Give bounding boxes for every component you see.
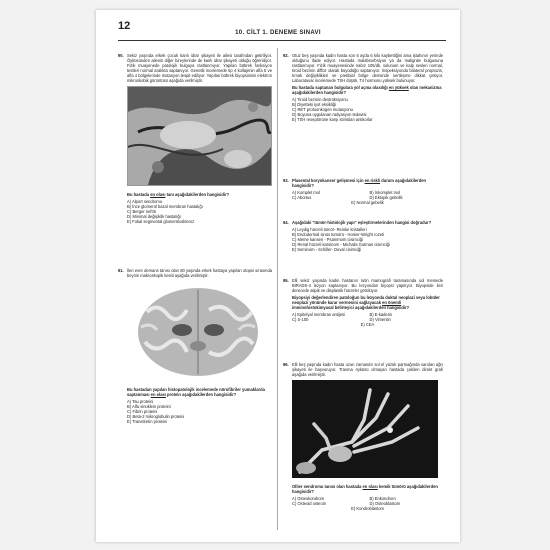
answer-options <box>292 190 443 200</box>
option-b[interactable]: B) Diyetteki iyot eksikliği <box>292 102 336 107</box>
option-c[interactable]: C) Abortus <box>292 195 312 200</box>
option-d[interactable]: D) Minimal değişiklik hastalığı <box>127 214 181 219</box>
hand-xray-image <box>292 380 438 478</box>
option-b[interactable]: B) E-kaderin <box>369 312 393 317</box>
option-e[interactable]: E) TSH reseptörüne karşı stimülan antikorlar <box>292 117 373 122</box>
option-a[interactable]: A) Epitelyal membran antijeni <box>292 312 346 317</box>
option-e[interactable]: E) Fokal segmental glomerüloskleroz <box>127 219 195 224</box>
answer-options <box>292 312 443 322</box>
option-a[interactable]: A) Komplet mol <box>292 190 320 195</box>
option-a[interactable]: A) Leydig hücreli tümör- Reinke kristalleri <box>292 227 367 232</box>
question-95 <box>283 278 443 327</box>
option-e[interactable]: E) Seminom - Schiller- Duval cisimciği <box>292 247 362 252</box>
question-94 <box>283 220 443 252</box>
question-stem: Bu hastadan yapılan histopatolojik incelemede nörofibriler yumaklarda saptanması en olası protein aşağıdakilerden hangisidir? <box>127 387 265 397</box>
option-c[interactable]: C) Berger nefriti <box>127 209 156 214</box>
title-divider <box>118 40 446 41</box>
option-d[interactable]: D) Ektopik gebelik <box>369 195 403 200</box>
option-e[interactable]: E) Kondroblastom <box>351 506 384 511</box>
option-b[interactable]: B) Enkondrom <box>369 496 396 501</box>
question-92 <box>283 53 443 122</box>
question-number: 91. <box>118 268 124 273</box>
option-b[interactable]: B) İnce glomerül bazal membran hastalığı <box>127 204 203 209</box>
question-stem: Plasental koryokanser gelişmesi için en riskli durum aşağıdakilerden hangisidir? <box>292 178 427 188</box>
answer-options <box>292 496 443 506</box>
answer-options <box>127 399 272 424</box>
question-90 <box>118 53 272 224</box>
question-93 <box>283 178 443 205</box>
question-96 <box>283 362 443 511</box>
question-number: 96. <box>283 362 289 367</box>
question-number: 92. <box>283 53 289 58</box>
exam-page <box>96 10 460 542</box>
page-number: 12 <box>118 20 131 32</box>
option-c[interactable]: C) Osteoid osteom <box>292 501 327 506</box>
answer-options <box>127 199 272 224</box>
question-stem: Aşağıdaki "tümör-histolojik yapı" eşleştirmelerinden hangisi doğrudur? <box>292 220 432 225</box>
option-d[interactable]: D) Beta-2 mikroglobulin proteini <box>127 414 185 419</box>
option-b[interactable]: B) İnkomplet mol <box>369 190 401 195</box>
column-divider <box>277 48 278 530</box>
option-d[interactable]: D) Renal hücreli karsinom - Michalis Gutman cisimciği <box>292 242 390 247</box>
option-d[interactable]: D) Osteoblastom <box>369 501 401 506</box>
question-stem: Ollier sendromu tanısı olan hastada en olası kemik tümörü aşağıdakilerden hangisidir? <box>292 484 438 494</box>
question-number: 95. <box>283 278 289 283</box>
question-text: Elli beş yaşında kadın hasta uzun zamandır sol el yüzük parmağında varolan ağrı şikayeti ile başvuruyor. Travma öyküsü olmayan hastada çekilen direkt grafi aşağıda verilmiştir. <box>292 362 443 377</box>
option-b[interactable]: B) Endodermal sinüs tümörü - Homer-Wright rozeti <box>292 232 385 237</box>
question-number: 90. <box>118 53 124 58</box>
option-e[interactable]: E) Transtiretin proteini <box>127 419 168 424</box>
option-d[interactable]: D) Boyuna uygulanan radyasyon tedavisi <box>292 112 367 117</box>
brain-section-image <box>127 282 270 380</box>
answer-options <box>292 227 443 252</box>
option-c[interactable]: C) Fibrin proteini <box>127 409 158 414</box>
question-stem: Bu hastada en olası tanı aşağıdakilerden hangisidir? <box>127 192 230 197</box>
answer-options <box>292 97 443 122</box>
option-a[interactable]: A) Tau proteini <box>127 399 154 404</box>
question-text: Otuz beş yaşında kadın hasta son 6 ayda 6 kilo kaybettiğini ama iştahının yerinde olduğunu ifade ediyor. Hastada malabsorbsiyon ya da malignite bulgusuna rastlanmıyor. Fizik muayenesinde nabız 105/dk, solunum ve kalp sesleri normal, tiroid bezinin diffüz olarak büyüdüğü saptanıyor. İnspeksiyonda bilateral proptozis, tırnak değişiklikleri ve pretibial bölge derisinde sertleşme dikkat çekiyor. Laboratuvar incelemede TSH düşük, T4 hormonu yüksek bulunuyor. <box>292 53 443 83</box>
question-number: 93. <box>283 178 289 183</box>
option-e[interactable]: E) CEA <box>360 322 375 327</box>
option-a[interactable]: A) Alport sendromu <box>127 199 163 204</box>
exam-title: 10. CİLT 1. DENEME SINAVI <box>235 30 321 36</box>
question-text: İleri evre demans tanısı olan 80 yaşında erkek hastaya yapılan otopsi sırasında beynin makroskopik kesiti aşağıda verilmiştir. <box>127 268 272 278</box>
option-c[interactable]: C) Meme kanseri - Psammom cisimciği <box>292 237 363 242</box>
option-a[interactable]: A) Tiroid bezinin destrüksiyonu <box>292 97 348 102</box>
option-c[interactable]: C) RET protoonkogen mutasyonu <box>292 107 353 112</box>
question-number: 94. <box>283 220 289 225</box>
question-stem: Biyopsiyi değerlendiren patoloğun bu lezyonda duktal neoplazi veya lobüler neoplazi yönünde karar vermesini sağlayacak en önemli imminohistokimyasal belirteyici aşağıdakilerden hangisidir? <box>292 295 440 310</box>
option-b[interactable]: B) Alfa sinüklein proteini <box>127 404 171 409</box>
question-stem: Bu hastada saptanan bulgulara yol açma olasılığı en yüksek olan mekanizma aşağıdakilerden hangisidir? <box>292 85 442 95</box>
question-91 <box>118 268 272 424</box>
option-e[interactable]: E) Normal gebelik <box>351 200 384 205</box>
electron-micrograph-image <box>127 86 272 186</box>
question-text: Sekiz yaşında erkek çocuk kanlı idrar şikayeti ile ailesi tarafından getiriliyor. Öyküsünden ailenin diğer bireylerinde de kanlı idrar şikayeti olduğu öğreniliyor. Fizik muayenede patolojik bulguya rastlanmıyor. Yapılan böbrek fonksiyon testleri normal aralıkta saptanıyor. Genetik incelemede tip 4 kollajenin alfa 5 ve alfa 4 bölgelerinde mutasyon tespit ediliyor. Yapılan böbrek biyopsisinin elektron mikroskobik görüntüsü aşağıda verilmiştir. <box>127 53 272 83</box>
option-a[interactable]: A) Osteokondrom <box>292 496 325 501</box>
option-c[interactable]: C) S-100 <box>292 317 309 322</box>
option-d[interactable]: D) Vimentin <box>369 317 391 322</box>
question-text: Elli sekiz yaşında kadın hastanın rutin mamografi taramasında sol memede BIRADS-4 lezyon saptanıyor. Bu lezyondan biyopsi yapılıyor. Biyopside ileri derecede atipik ve displastik hücreler görülüyor. <box>292 278 443 293</box>
